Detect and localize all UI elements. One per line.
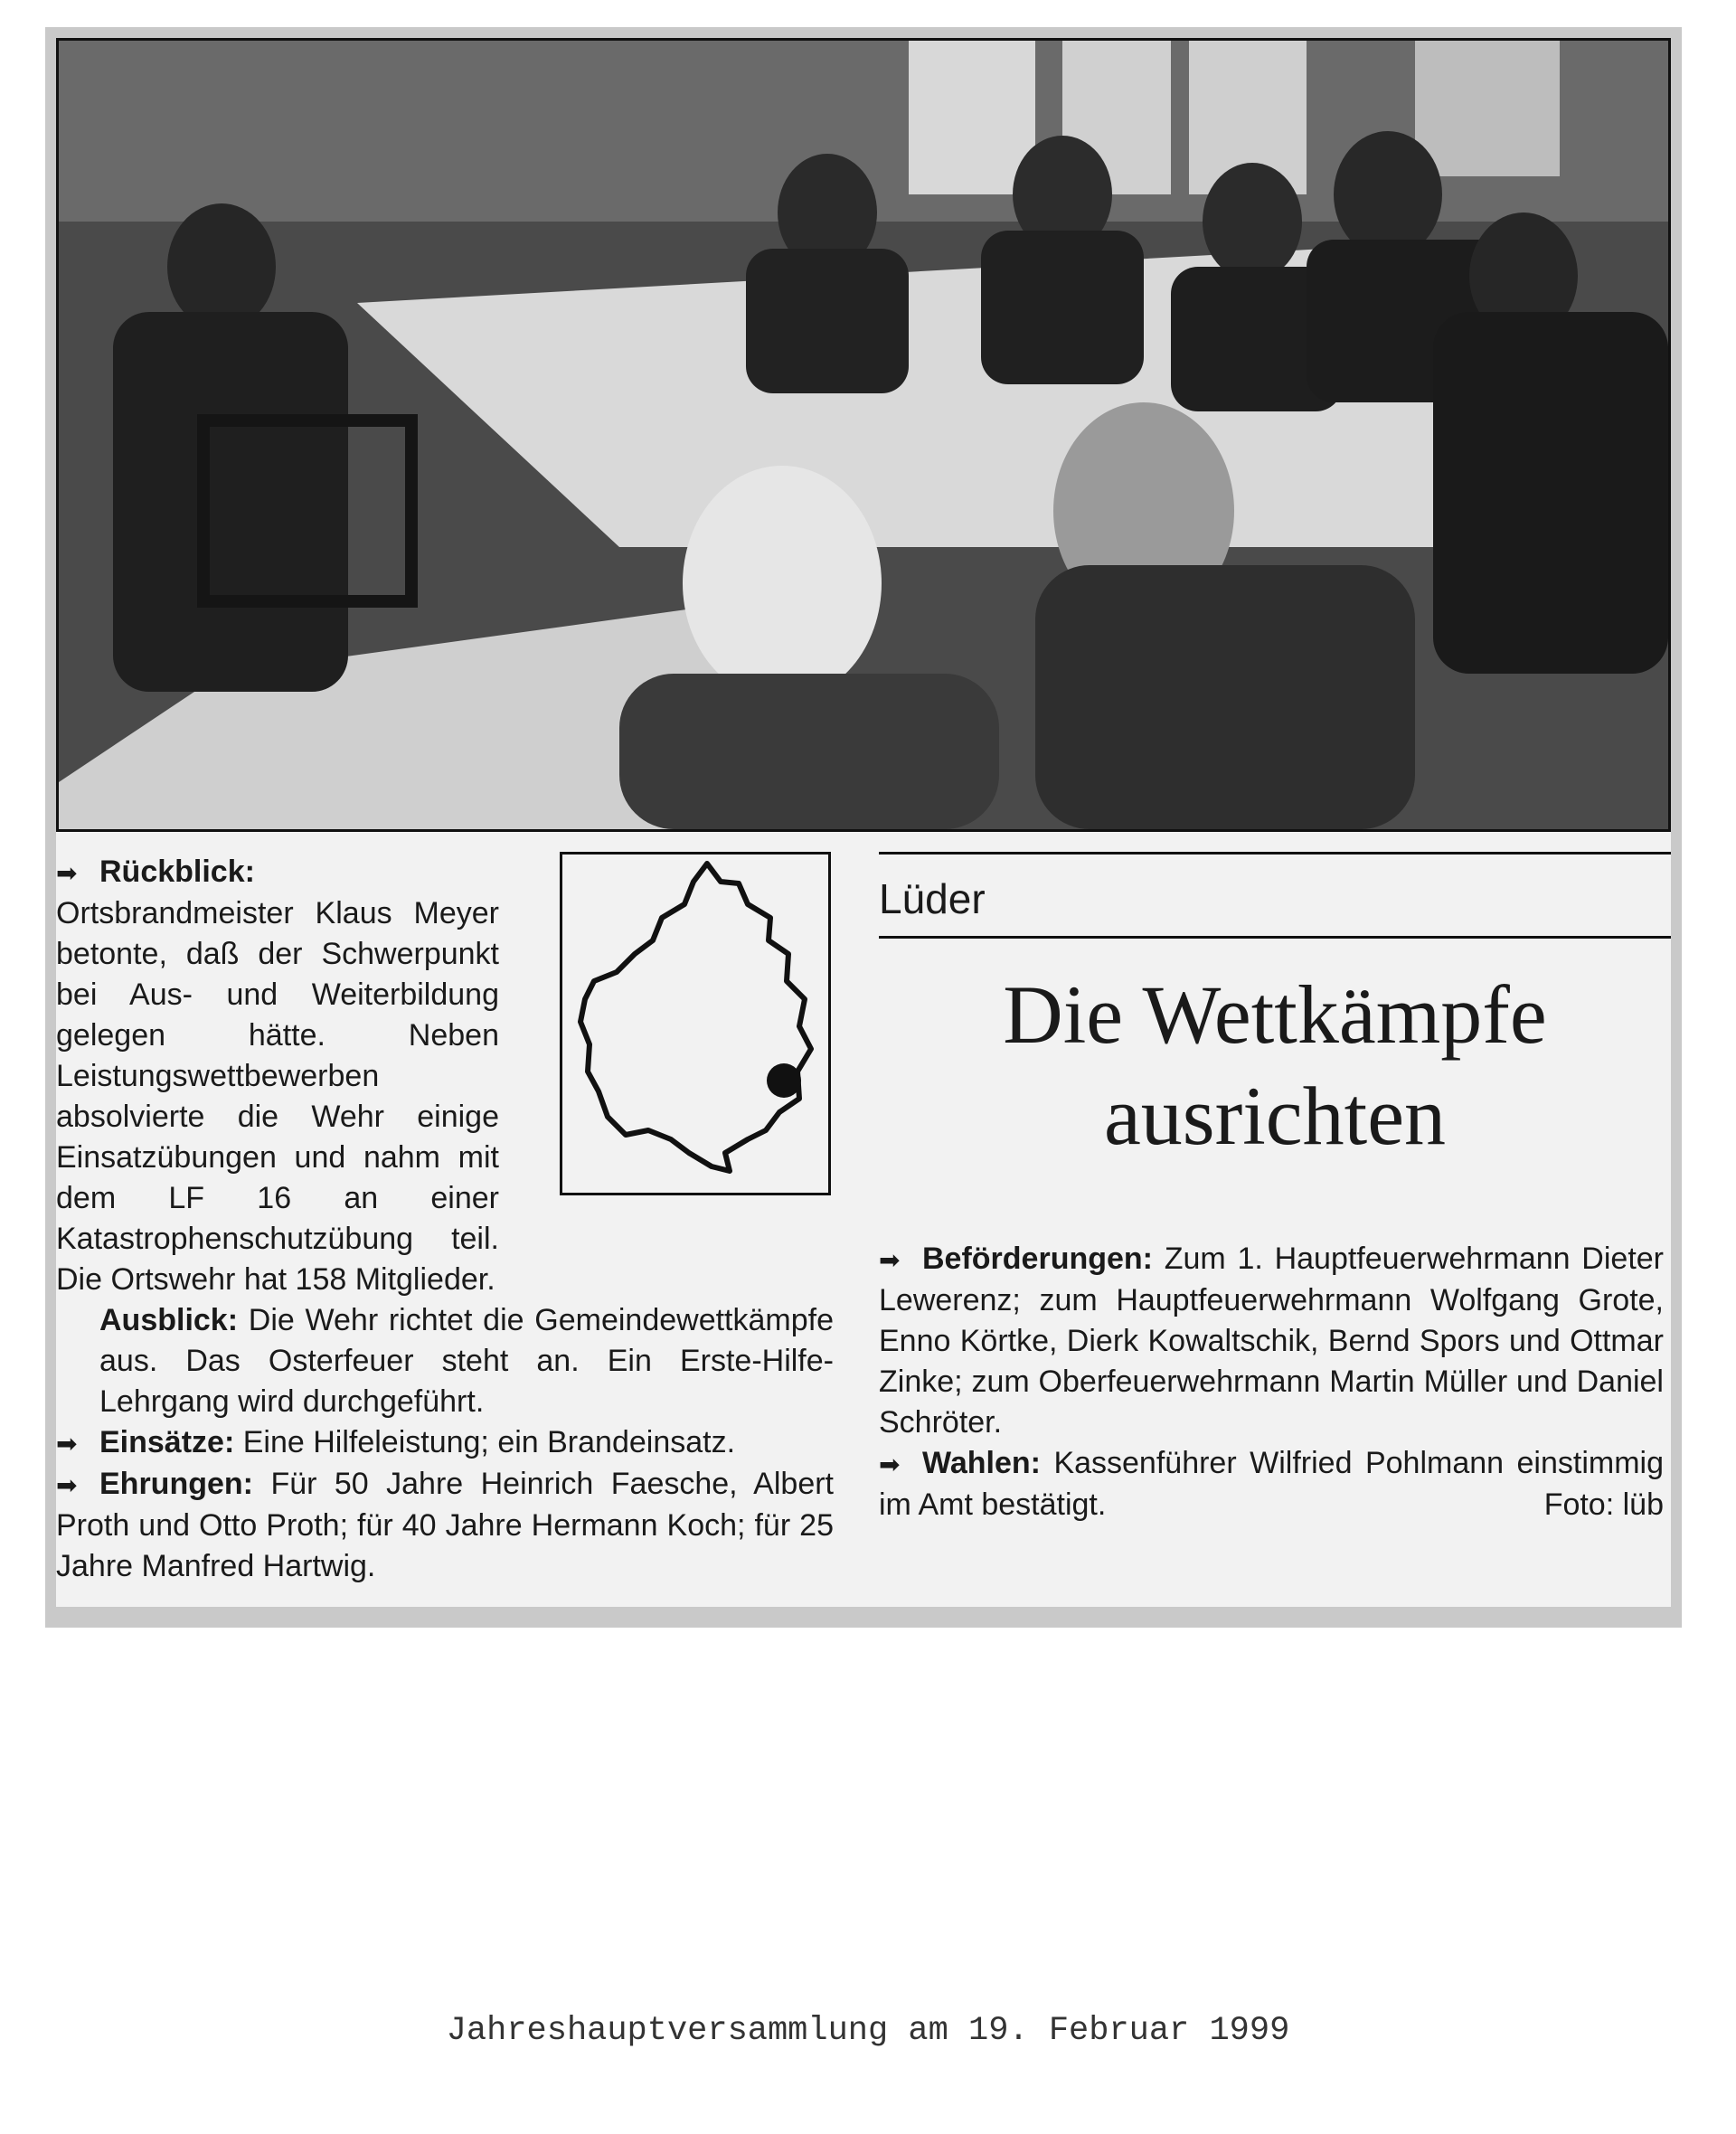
location-map — [560, 852, 831, 1195]
headline-line-1: Die Wettkämpfe — [1003, 968, 1547, 1061]
text-ausblick: Die Wehr richtet die Gemeindewettkämpfe aus. Das Osterfeuer steht an. Ein Erste-Hilfe-Lehrgang wird durchgeführt. — [99, 1303, 834, 1419]
arrow-icon: ➡ — [879, 1246, 901, 1274]
arrow-icon: ➡ — [879, 1450, 901, 1478]
lead-einsaetze: Einsätze: — [99, 1425, 235, 1459]
paragraph-ausblick — [56, 1300, 834, 1422]
right-column-body — [879, 1239, 1664, 1525]
paragraph-befoerderungen — [879, 1239, 1664, 1443]
photo-credit: Foto: lüb — [1543, 1487, 1664, 1522]
paragraph-ehrungen — [56, 1464, 834, 1587]
lead-rueckblick: Rückblick: — [99, 855, 255, 889]
clipping-inner — [56, 38, 1671, 1607]
lead-ehrungen: Ehrungen: — [99, 1467, 253, 1501]
text-ehrungen: Für 50 Jahre Heinrich Faesche, Albert Proth und Otto Proth; für 40 Jahre Hermann Koch; für 25 Jahre Manfred Hartwig. — [56, 1467, 835, 1583]
photo-icon — [59, 41, 1668, 829]
divider — [879, 936, 1671, 939]
text-befoerderungen: Zum 1. Hauptfeuerwehrmann Dieter Lewerenz; zum Hauptfeuerwehrmann Wolfgang Grote, Enno Körtke, Dierk Kowaltschik, Bernd Spors und Ottmar Zinke; zum Oberfeuerwehrmann Martin Müller und Daniel Schröter. — [879, 1242, 1664, 1440]
paragraph-einsaetze — [56, 1422, 834, 1464]
paragraph-rueckblick — [56, 852, 499, 1300]
section-label: Lüder — [879, 875, 986, 922]
location-dot — [767, 1063, 801, 1098]
article-body — [56, 852, 1671, 1602]
right-column — [879, 852, 1671, 1522]
map-icon — [562, 855, 828, 1193]
lead-ausblick: Ausblick: — [99, 1303, 239, 1337]
arrow-icon: ➡ — [56, 859, 78, 887]
photo — [56, 38, 1671, 832]
lead-wahlen: Wahlen: — [922, 1446, 1041, 1480]
paragraph-wahlen — [879, 1443, 1664, 1525]
lead-befoerderungen: Beförderungen: — [922, 1242, 1153, 1276]
arrow-icon: ➡ — [56, 1471, 78, 1499]
arrow-icon: ➡ — [56, 1430, 78, 1458]
text-rueckblick: Ortsbrandmeister Klaus Meyer betonte, daß der Schwerpunkt bei Aus- und Weiterbildung gelegen hätte. Neben Leistungswettbewerben absolvierte die Wehr einige Einsatzübungen und nahm mit dem LF 16 an einer Katastrophenschutzübung teil. Die Ortswehr hat 158 Mitglieder. — [56, 896, 499, 1297]
text-einsaetze: Eine Hilfeleistung; ein Brandeinsatz. — [242, 1425, 736, 1459]
newspaper-clipping — [45, 27, 1682, 1628]
text-wahlen: Kassenführer Wilfried Pohlmann einstimmig im Amt bestätigt. — [879, 1446, 1664, 1522]
headline — [879, 964, 1671, 1166]
document-caption: Jahreshauptversammlung am 19. Februar 1999 — [446, 2012, 1290, 2050]
headline-line-2: ausrichten — [1103, 1070, 1447, 1162]
left-column — [56, 852, 834, 1587]
